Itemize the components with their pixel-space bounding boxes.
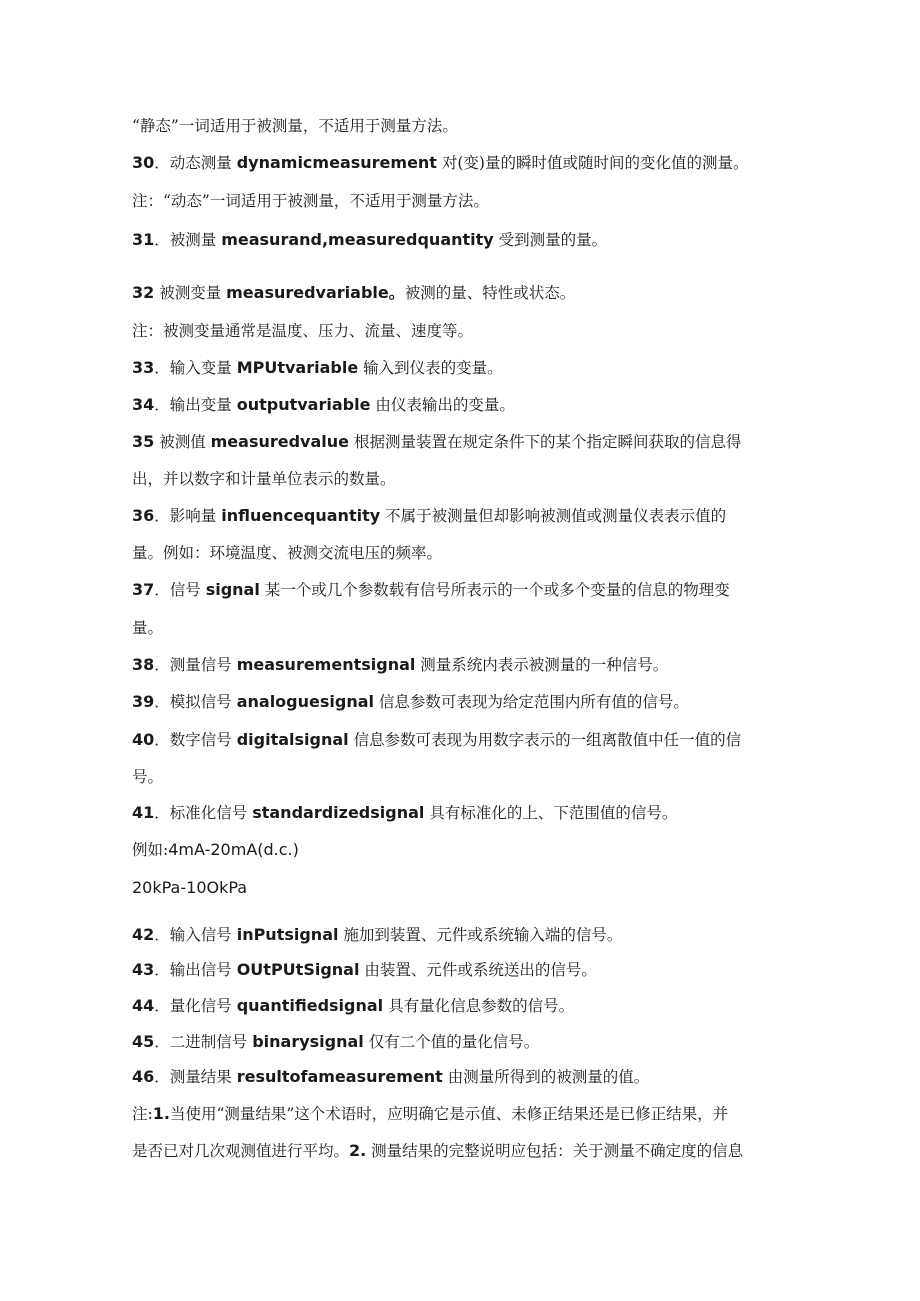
note-number: 2. bbox=[349, 1141, 367, 1160]
text-line-26: 46．测量结果 resultofameasurement 由测量所得到的被测量的值。 bbox=[132, 1067, 650, 1086]
term-english: analoguesignal bbox=[236, 692, 374, 711]
note-number: 1. bbox=[152, 1104, 170, 1123]
term-number: 34 bbox=[132, 395, 155, 414]
term-number: 40 bbox=[132, 730, 155, 749]
term-english: OUtPUtSignal bbox=[236, 960, 360, 979]
term-english: dynamicmeasurement bbox=[236, 153, 437, 172]
text-line-03: 注：“动态”一词适用于被测量，不适用于测量方法。 bbox=[132, 192, 489, 210]
text-line-07: 33．输入变量 MPUtvariable 输入到仪表的变量。 bbox=[132, 358, 503, 377]
text-line-08: 34．输出变量 outputvariable 由仪表输出的变量。 bbox=[132, 395, 515, 414]
term-number: 39 bbox=[132, 692, 155, 711]
term-number: 37 bbox=[132, 580, 155, 599]
term-number: 38 bbox=[132, 655, 155, 674]
term-english: standardizedsignal bbox=[252, 803, 425, 822]
term-number: 36 bbox=[132, 506, 155, 525]
example-range-pressure: 20kPa-10OkPa bbox=[132, 878, 248, 897]
term-english: binarysignal bbox=[252, 1032, 364, 1051]
term-number: 44 bbox=[132, 996, 155, 1015]
text-line-06: 注：被测变量通常是温度、压力、流量、速度等。 bbox=[132, 322, 474, 340]
text-line-04: 31．被测量 measurand,measuredquantity 受到测量的量。 bbox=[132, 230, 608, 249]
example-range-current: 4mA-20mA(d.c.) bbox=[168, 840, 299, 859]
text-line-23: 43．输出信号 OUtPUtSignal 由装置、元件或系统送出的信号。 bbox=[132, 960, 597, 979]
text-line-20: 例如:4mA-20mA(d.c.) bbox=[132, 840, 299, 859]
text-line-27: 注:1.当使用“测量结果”这个术语时，应明确它是示值、未修正结果还是已修正结果，并 bbox=[132, 1104, 729, 1123]
text-line-21 bbox=[132, 877, 820, 899]
term-english: influencequantity bbox=[221, 506, 381, 525]
term-number: 31 bbox=[132, 230, 155, 249]
text-line-18: 号。 bbox=[132, 768, 164, 786]
text-line-17: 40．数字信号 digitalsignal 信息参数可表现为用数字表示的一组离散值中任一值的信 bbox=[132, 730, 742, 749]
term-english: digitalsignal bbox=[236, 730, 349, 749]
text-line-24: 44．量化信号 quantifiedsignal 具有量化信息参数的信号。 bbox=[132, 996, 575, 1015]
term-english: outputvariable bbox=[236, 395, 371, 414]
term-english: measurementsignal bbox=[236, 655, 416, 674]
term-english: measurand,measuredquantity bbox=[221, 230, 494, 249]
text-line-10: 出，并以数字和计量单位表示的数量。 bbox=[132, 470, 396, 488]
text-line-19: 41．标准化信号 standardizedsignal 具有标准化的上、下范围值的信号。 bbox=[132, 803, 678, 822]
text-line-09: 35 被测值 measuredvalue 根据测量装置在规定条件下的某个指定瞬间获取的信息得 bbox=[132, 432, 742, 451]
text-line-25: 45．二进制信号 binarysignal 仅有二个值的量化信号。 bbox=[132, 1032, 540, 1051]
text-line-16: 39．模拟信号 analoguesignal 信息参数可表现为给定范围内所有值的信号。 bbox=[132, 692, 689, 711]
term-number: 30 bbox=[132, 153, 155, 172]
term-english: inPutsignal bbox=[236, 925, 339, 944]
term-number: 33 bbox=[132, 358, 155, 377]
text-line-05: 32 被测变量 measuredvariable。被测的量、特性或状态。 bbox=[132, 283, 576, 302]
term-english: signal bbox=[205, 580, 260, 599]
text-line-12: 量。例如：环境温度、被测交流电压的频率。 bbox=[132, 544, 443, 562]
term-number: 46 bbox=[132, 1067, 155, 1086]
term-english: measuredvalue bbox=[210, 432, 350, 451]
term-english: quantifiedsignal bbox=[236, 996, 384, 1015]
term-number: 45 bbox=[132, 1032, 155, 1051]
text-line-01: “静态”一词适用于被测量，不适用于测量方法。 bbox=[132, 117, 458, 135]
text-line-22: 42．输入信号 inPutsignal 施加到装置、元件或系统输入端的信号。 bbox=[132, 925, 623, 944]
text-line-15: 38．测量信号 measurementsignal 测量系统内表示被测量的一种信号。 bbox=[132, 655, 669, 674]
text-line-13: 37．信号 signal 某一个或几个参数载有信号所表示的一个或多个变量的信息的物理变 bbox=[132, 580, 730, 599]
term-number: 35 bbox=[132, 432, 155, 451]
term-english: MPUtvariable bbox=[236, 358, 359, 377]
text-line-14: 量。 bbox=[132, 619, 164, 637]
term-number: 41 bbox=[132, 803, 155, 822]
text-line-28: 是否已对几次观测值进行平均。2. 测量结果的完整说明应包括：关于测量不确定度的信息 bbox=[132, 1141, 744, 1160]
term-english: resultofameasurement bbox=[236, 1067, 443, 1086]
text-line-11: 36．影响量 influencequantity 不属于被测量但却影响被测值或测量仪表表示值的 bbox=[132, 506, 727, 525]
term-number: 43 bbox=[132, 960, 155, 979]
text-line-02: 30．动态测量 dynamicmeasurement 对(变)量的瞬时值或随时间的变化值的测量。 bbox=[132, 153, 749, 172]
term-number: 42 bbox=[132, 925, 155, 944]
term-number: 32 bbox=[132, 283, 155, 302]
term-english: measuredvariable。 bbox=[226, 283, 405, 302]
